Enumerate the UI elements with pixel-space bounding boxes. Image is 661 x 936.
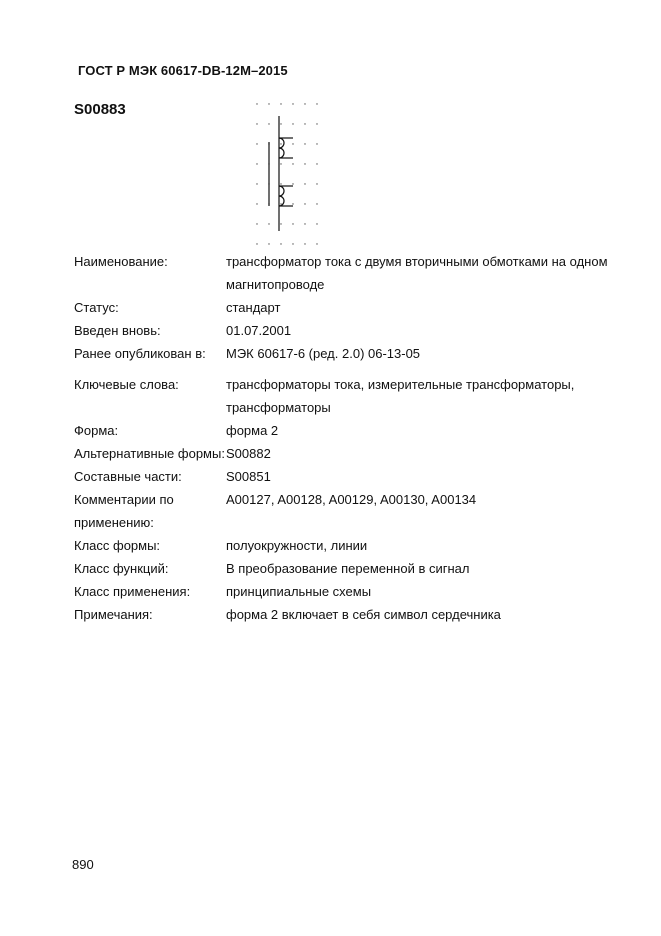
standard-header: ГОСТ Р МЭК 60617-DB-12M–2015 xyxy=(78,63,288,78)
property-row xyxy=(74,442,614,465)
current-transformer-two-secondary-windings-symbol-icon xyxy=(250,98,325,250)
property-row xyxy=(74,373,614,419)
property-value: S00851 xyxy=(226,469,271,484)
property-label: Примечания: xyxy=(74,607,153,622)
property-value: A00127, A00128, A00129, A00130, A00134 xyxy=(226,492,477,507)
property-label: Статус: xyxy=(74,300,119,315)
property-label: Форма: xyxy=(74,423,119,438)
page-number: 890 xyxy=(72,857,94,872)
property-label: Ключевые слова: xyxy=(74,377,179,392)
property-value: трансформатор тока с двумя вторичными обмотками на одном магнитопроводе xyxy=(226,254,608,292)
property-row xyxy=(74,250,614,296)
property-label: Класс формы: xyxy=(74,538,161,553)
property-label: Введен вновь: xyxy=(74,323,161,338)
properties-table xyxy=(74,250,614,626)
property-row xyxy=(74,319,614,342)
property-label: Наименование: xyxy=(74,254,168,269)
property-label: Ранее опубликован в: xyxy=(74,346,206,361)
property-label: Комментарии по применению: xyxy=(74,492,174,530)
property-row xyxy=(74,342,614,365)
property-row xyxy=(74,296,614,319)
property-label: Класс функций: xyxy=(74,561,169,576)
property-label: Альтернативные формы: xyxy=(74,446,225,461)
property-value: трансформаторы тока, измерительные трансформаторы, трансформаторы xyxy=(226,377,575,415)
symbol-code: S00883 xyxy=(74,101,126,118)
property-value: полуокружности, линии xyxy=(226,538,368,553)
property-value: принципиальные схемы xyxy=(226,584,372,599)
property-label: Составные части: xyxy=(74,469,182,484)
property-value: форма 2 включает в себя символ сердечника xyxy=(226,607,501,622)
property-value: S00882 xyxy=(226,446,271,461)
property-row xyxy=(74,465,614,488)
property-row xyxy=(74,488,614,534)
property-value: стандарт xyxy=(226,300,281,315)
property-value: 01.07.2001 xyxy=(226,323,292,338)
property-value: форма 2 xyxy=(226,423,279,438)
property-row xyxy=(74,580,614,603)
property-value: МЭК 60617-6 (ред. 2.0) 06-13-05 xyxy=(226,346,421,361)
property-value: B преобразование переменной в сигнал xyxy=(226,561,470,576)
property-label: Класс применения: xyxy=(74,584,191,599)
property-row xyxy=(74,534,614,557)
property-row xyxy=(74,419,614,442)
property-row xyxy=(74,603,614,626)
property-row xyxy=(74,557,614,580)
